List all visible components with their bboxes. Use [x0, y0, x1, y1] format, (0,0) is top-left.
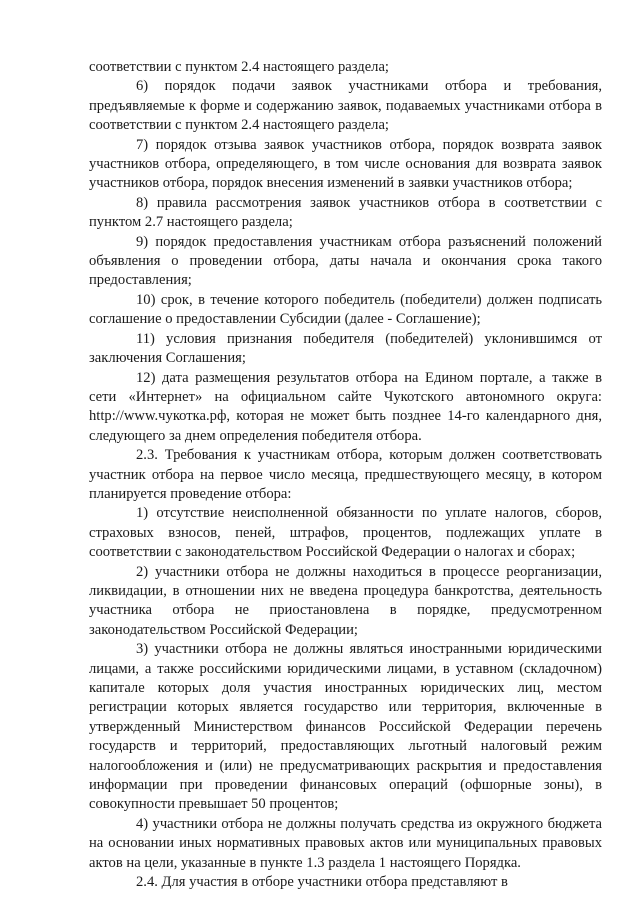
paragraph-item-7: 7) порядок отзыва заявок участников отбора, порядок возврата заявок участников отбора, определяющего, в том числе основания для возврата заявок участников отбора, порядок внесения изменений в заявки участников отбора;	[89, 136, 602, 192]
paragraph-section-2-3: 2.3. Требования к участникам отбора, которым должен соответствовать участник отбора на первое число месяца, предшествующего месяцу, в котором планируется проведение отбора:	[89, 447, 602, 502]
paragraph-requirement-4: 4) участники отбора не должны получать средства из окружного бюджета на основании иных нормативных правовых актов или муниципальных правовых актов на цели, указанные в пункте 1.3 раздела 1 настоящего Порядка.	[89, 815, 602, 871]
paragraph-requirement-1: 1) отсутствие неисполненной обязанности по уплате налогов, сборов, страховых взносов, пеней, штрафов, процентов, подлежащих уплате в соответствии с законодательством Российской Федерации о налогах и сборах;	[89, 505, 602, 561]
paragraph-item-8: 8) правила рассмотрения заявок участников отбора в соответствии с пунктом 2.7 настоящего раздела;	[89, 194, 602, 231]
paragraph-requirement-2: 2) участники отбора не должны находиться в процессе реорганизации, ликвидации, в отношении них не введена процедура банкротства, деятельность участника отбора не приостановлена в порядке, предусмотренном законодательством Российской Федерации;	[89, 563, 602, 638]
paragraph-continuation: соответствии с пунктом 2.4 настоящего раздела;	[89, 59, 389, 75]
paragraph-item-11: 11) условия признания победителя (победителей) уклонившимся от заключения Соглашения;	[89, 330, 602, 367]
paragraph-item-10: 10) срок, в течение которого победитель (победители) должен подписать соглашение о предоставлении Субсидии (далее - Соглашение);	[89, 291, 602, 328]
paragraph-item-12: 12) дата размещения результатов отбора на Едином портале, а также в сети «Интернет» на официальном сайте Чукотского автономного округа: http://www.чукотка.рф, которая не может быть позднее 14-го календарного дня, следующего за днем определения победителя отбора.	[89, 369, 602, 444]
document-body	[89, 58, 602, 892]
paragraph-item-6: 6) порядок подачи заявок участниками отбора и требования, предъявляемые к форме и содержанию заявок, подаваемых участниками отбора в соответствии с пунктом 2.4 настоящего раздела;	[89, 78, 602, 134]
paragraph-requirement-3: 3) участники отбора не должны являться иностранными юридическими лицами, а также российскими юридическими лицами, в уставном (складочном) капитале которых доля участия иностранных юридических лиц, местом регистрации которых является государство или территория, включенные в утвержденный Министерством финансов Российской Федерации перечень государств и территорий, предоставляющих льготный налоговый режим налогообложения и (или) не предусматривающих раскрытия и предоставления информации при проведении финансовых операций (офшорные зоны), в совокупности превышает 50 процентов;	[89, 641, 602, 813]
paragraph-section-2-4: 2.4. Для участия в отборе участники отбора представляют в	[136, 874, 508, 891]
paragraph-item-9: 9) порядок предоставления участникам отбора разъяснений положений объявления о проведении отбора, даты начала и окончания срока такого предоставления;	[89, 233, 602, 289]
